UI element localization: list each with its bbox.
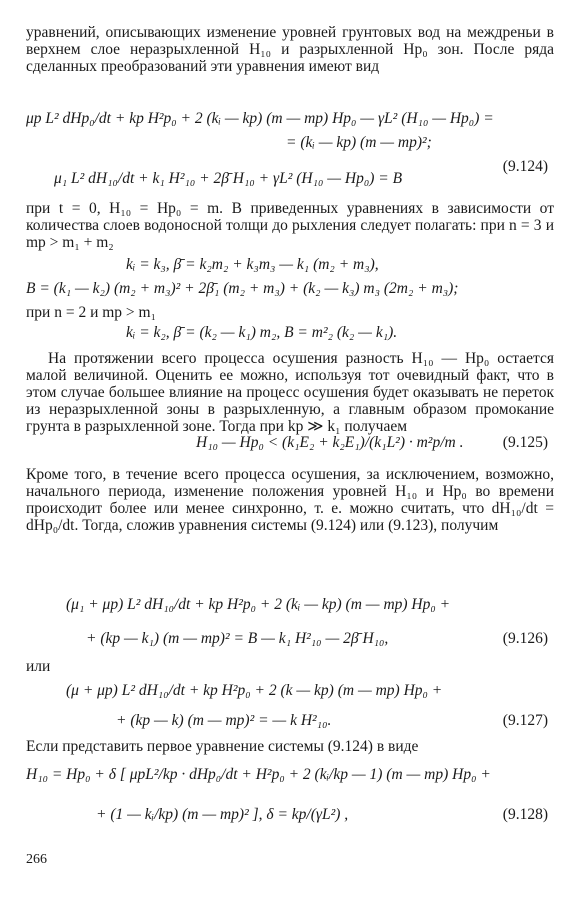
equation-9-126-line-1: (μ₁ + μр) L² dH₁₀/dt + kр H²р₀ + 2 (kᵢ — kр) (m — mр) Hр₀ + bbox=[66, 596, 451, 613]
equation-9-128-line-2: + (1 — kᵢ/kр) (m — mр)² ], δ = kр/(γL²) , (9.128) bbox=[96, 806, 548, 823]
paragraph-3: при n = 2 и mр > m₁ bbox=[26, 304, 157, 321]
equation-9-126-line-2: + (kр — k₁) (m — mр)² = B — k₁ H²₁₀ — 2β̄ H₁₀, (9.126) bbox=[86, 630, 548, 647]
paragraph-5: Кроме того, в течение всего процесса осушения, за исключением, возможно, начального периода, изменение положения уровней H₁₀ и Hр₀ во времени происходит более или менее синхронно, т. е. можно считать, что dH₁₀/dt = dHр₀/dt. Тогда, сложив уравнения системы (9.124) или (9.123), получим bbox=[26, 466, 554, 534]
equation-9-128-line-1: H₁₀ = Hр₀ + δ [ μрL²/kр · dHр₀/dt + H²р₀ + 2 (kᵢ/kр — 1) (m — mр) Hр₀ + bbox=[26, 766, 491, 783]
equation-B3: B = (k₁ — k₂) (m₂ + m₃)² + 2β̄₁ (m₂ + m₃) + (k₂ — k₃) m₃ (2m₂ + m₃); bbox=[26, 280, 459, 297]
paragraph-7: Если представить первое уравнение системы (9.124) в виде bbox=[26, 738, 419, 755]
equation-9-125: H₁₀ — Hр₀ < (k₁E₂ + k₂E₁)/(k₁L²) · m²р/m . (9.125) bbox=[196, 434, 548, 451]
paragraph-6: или bbox=[26, 658, 51, 675]
equation-9-127-line-2: + (kр — k) (m — mр)² = — k H²₁₀. (9.127) bbox=[116, 712, 548, 729]
page-number: 266 bbox=[26, 852, 47, 867]
equation-9-124-line-2: = (kᵢ — kр) (m — mр)²; bbox=[286, 134, 432, 151]
equation-9-124-line-3: μ₁ L² dH₁₀/dt + k₁ H²₁₀ + 2β̄ H₁₀ + γL² (H₁₀ — Hр₀) = B bbox=[54, 170, 403, 187]
equation-k3: kᵢ = k₃, β̄ = k₂m₂ + k₃m₃ — k₁ (m₂ + m₃), bbox=[126, 256, 379, 273]
paragraph-2: при t = 0, H₁₀ = Hр₀ = m. В приведенных уравнениях в зависимости от количества слоев водоносной толщи до рыхления следует полагать: при n = 3 и mр > m₁ + m₂ bbox=[26, 200, 554, 251]
equation-9-124-line-1: μр L² dHр₀/dt + kр H²р₀ + 2 (kᵢ — kр) (m — mр) Hр₀ — γL² (H₁₀ — Hр₀) = bbox=[26, 110, 494, 127]
equation-9-124-number: (9.124) bbox=[502, 158, 548, 175]
equation-9-127-line-1: (μ + μр) L² dH₁₀/dt + kр H²р₀ + 2 (k — kр) (m — mр) Hр₀ + bbox=[66, 682, 443, 699]
paragraph-4: На протяжении всего процесса осушения разность H₁₀ — Hр₀ остается малой величиной. Оценить ее можно, используя тот очевидный факт, что в этом случае большее влияние на процесс осушения будет оказывать не переток из неразрыхленной зоны в разрыхленную, а главным образом промокание грунта в разрыхленной зоне. Тогда при kр ≫ k₁ получаем bbox=[26, 350, 554, 435]
paragraph-1: уравнений, описывающих изменение уровней грунтовых вод на междреньи в верхнем слое неразрыхленной H₁₀ и разрыхленной Hр₀ зон. После ряда сделанных преобразований эти уравнения имеют вид bbox=[26, 24, 554, 75]
equation-k2: kᵢ = k₂, β̄ = (k₂ — k₁) m₂, B = m²₂ (k₂ — k₁). bbox=[126, 324, 398, 341]
